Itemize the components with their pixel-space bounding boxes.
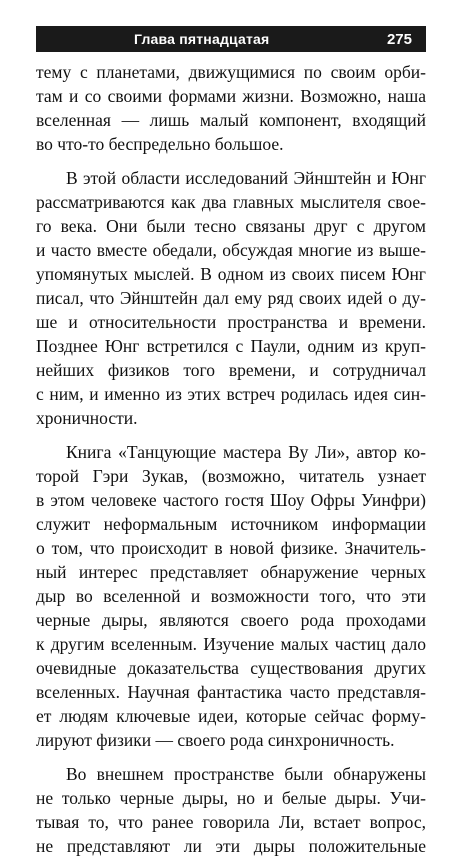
text-line: рассматриваются как два главных мыслителя свое- xyxy=(36,192,426,212)
text-line: дыр во вселенной и возможности того, что эти xyxy=(36,586,426,606)
text-line: го века. Они были тесно связаны друг с другом xyxy=(36,216,426,236)
text-line: к другим вселенным. Изучение малых частиц дало xyxy=(36,634,426,654)
text-line: хроничности. xyxy=(36,408,138,428)
text-line: тывая то, что ранее говорила Ли, встает вопрос, xyxy=(36,812,426,832)
text-line: В этой области исследований Эйнштейн и Юнг xyxy=(66,168,426,188)
text-line: вселенных. Научная фантастика часто представля- xyxy=(36,682,426,702)
text-line: Позднее Юнг встретился с Паули, одним из круп- xyxy=(36,336,426,356)
paragraph xyxy=(36,166,426,430)
text-line: ше и относительности пространства и времени. xyxy=(36,312,426,332)
text-line: упомянутых мыслей. В одном из своих писем Юнг xyxy=(36,264,426,284)
paragraph xyxy=(36,762,426,858)
paragraph xyxy=(36,440,426,752)
text-line: ный интерес представляет обнаружение черных xyxy=(36,562,426,582)
text-line: торой Гэри Зукав, (возможно, читатель узнает xyxy=(36,466,426,486)
running-header xyxy=(36,26,426,52)
body-text xyxy=(36,60,426,868)
text-line: не только черные дыры, но и белые дыры. Учи- xyxy=(36,788,426,808)
text-line: с ним, и именно из этих встреч родилась идея син- xyxy=(36,384,426,404)
paragraph xyxy=(36,60,426,156)
text-line: о том, что происходит в новой физике. Значитель- xyxy=(36,538,426,558)
text-line: черные дыры, являются своего рода проходами xyxy=(36,610,426,630)
text-line: служит неформальным источником информации xyxy=(36,514,426,534)
text-line: там и со своими формами жизни. Возможно, наша xyxy=(36,86,426,106)
text-line: тему с планетами, движущимися по своим орби- xyxy=(36,62,426,82)
text-line: лируют физики — своего рода синхроничность. xyxy=(36,730,395,750)
text-line: Книга «Танцующие мастера Ву Ли», автор ко- xyxy=(66,442,426,462)
text-line: не представляют ли эти дыры положительные xyxy=(36,836,426,856)
text-line: очевидные доказательства существования других xyxy=(36,658,426,678)
text-line: писал, что Эйнштейн дал ему ряд своих идей о ду- xyxy=(36,288,426,308)
page-number: 275 xyxy=(386,30,412,48)
text-line: Во внешнем пространстве были обнаружены xyxy=(66,764,426,784)
text-line: в этом человеке частого гостя Шоу Офры Уинфри) xyxy=(36,490,426,510)
text-line: вселенная — лишь малый компонент, входящий xyxy=(36,110,426,130)
text-line: во что-то беспредельно большое. xyxy=(36,134,284,154)
chapter-title: Глава пятнадцатая xyxy=(134,31,270,47)
text-line: ет людям ключевые идеи, которые сейчас форму- xyxy=(36,706,426,726)
text-line: и часто вместе обедали, обсуждая многие из выше- xyxy=(36,240,426,260)
text-line: нейших физиков того времени, и сотрудничал xyxy=(36,360,426,380)
